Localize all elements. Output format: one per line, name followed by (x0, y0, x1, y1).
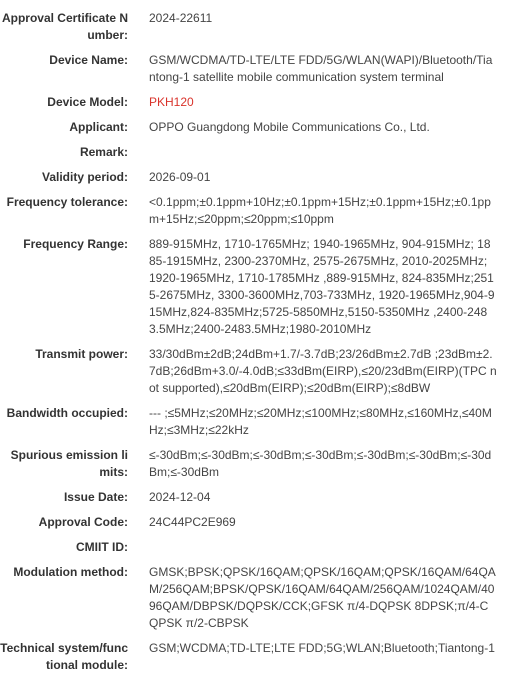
device-model-value: PKH120 (149, 95, 194, 109)
field-label: Modulation method: (13, 565, 128, 579)
field-value (149, 539, 497, 556)
field-value: 2024-22611 (149, 11, 213, 25)
field-label: Approval Code: (38, 515, 128, 529)
field-label: Applicant: (69, 120, 128, 134)
field-value: 24C44PC2E969 (149, 515, 236, 529)
field-frequency-range (0, 236, 507, 338)
field-label: Device Name: (49, 53, 128, 67)
field-label: CMIIT ID: (76, 540, 128, 554)
field-device-name (0, 52, 507, 86)
field-label: Issue Date: (63, 490, 128, 504)
field-modulation-method (0, 564, 507, 632)
field-value: 889-915MHz, 1710-1765MHz; 1940-1965MHz, 904-915MHz; 1885-1915MHz, 2300-2370MHz, 2575-2675MHz, 2010-2025MHz; 1920-1965MHz, 1710-1785MHz ,889-915MHz, 824-835MHz;2515-2675MHz, 3300-3600MHz,703-733MHz, 1920-1965MHz,904-915MHz,824-835MHz;5725-5850MHz,5150-5350MHz ,2400-2483.5MHz;2400-2483.5MHz;1980-2010MHz (149, 237, 495, 336)
field-label: Bandwidth occupied: (6, 406, 128, 420)
field-bandwidth-occupied (0, 405, 507, 439)
field-label: Device Model: (47, 95, 128, 109)
field-approval-certificate-number (0, 10, 507, 44)
field-label: Technical system/functional module: (0, 641, 128, 672)
field-technical-system (0, 640, 507, 674)
field-value (149, 144, 497, 161)
field-value: 2026-09-01 (149, 170, 211, 184)
field-approval-code (0, 514, 507, 531)
field-label: Validity period: (41, 170, 128, 184)
field-value: GMSK;BPSK;QPSK/16QAM;QPSK/16QAM;QPSK/16QAM/64QAM/256QAM;BPSK/QPSK/16QAM/64QAM/256QAM/1024QAM/4096QAM/DBPSK/DQPSK/CCK;GFSK π/4-DQPSK 8DPSK;π/4-CQPSK π/2-CBPSK (149, 565, 496, 630)
field-value: GSM;WCDMA;TD-LTE;LTE FDD;5G;WLAN;Bluetooth;Tiantong-1 (149, 641, 495, 655)
field-label: Spurious emission limits: (10, 448, 128, 479)
field-cmiit-id (0, 539, 507, 556)
field-label: Approval Certificate Number: (1, 11, 128, 42)
field-value: --- ;≤5MHz;≤20MHz;≤20MHz;≤100MHz;≤80MHz,≤160MHz,≤40MHz;≤3MHz;≤22kHz (149, 406, 492, 437)
field-value: ≤-30dBm;≤-30dBm;≤-30dBm;≤-30dBm;≤-30dBm;≤-30dBm;≤-30dBm;≤-30dBm (149, 448, 492, 479)
field-label: Frequency Range: (23, 237, 128, 251)
field-label: Frequency tolerance: (6, 195, 128, 209)
field-value: <0.1ppm;±0.1ppm+10Hz;±0.1ppm+15Hz;±0.1ppm+15Hz;±0.1ppm+15Hz;≤20ppm;≤20ppm;≤10ppm (149, 195, 491, 226)
field-transmit-power (0, 346, 507, 397)
field-issue-date (0, 489, 507, 506)
field-validity-period (0, 169, 507, 186)
field-remark (0, 144, 507, 161)
field-label: Remark: (79, 145, 128, 159)
field-label: Transmit power: (35, 347, 128, 361)
field-spurious-emission-limits (0, 447, 507, 481)
field-device-model (0, 94, 507, 111)
field-frequency-tolerance (0, 194, 507, 228)
field-value: OPPO Guangdong Mobile Communications Co., Ltd. (149, 120, 430, 134)
field-value: GSM/WCDMA/TD-LTE/LTE FDD/5G/WLAN(WAPI)/Bluetooth/Tiantong-1 satellite mobile communication system terminal (149, 53, 493, 84)
field-value: 2024-12-04 (149, 490, 211, 504)
field-value: 33/30dBm±2dB;24dBm+1.7/-3.7dB;23/26dBm±2.7dB ;23dBm±2.7dB;26dBm+3.0/-4.0dB;≤33dBm(EIRP),≤20/23dBm(EIRP)(TPC not supported),≤20dBm(EIRP);≤20dBm(EIRP);≤8dBW (149, 347, 497, 395)
field-applicant (0, 119, 507, 136)
